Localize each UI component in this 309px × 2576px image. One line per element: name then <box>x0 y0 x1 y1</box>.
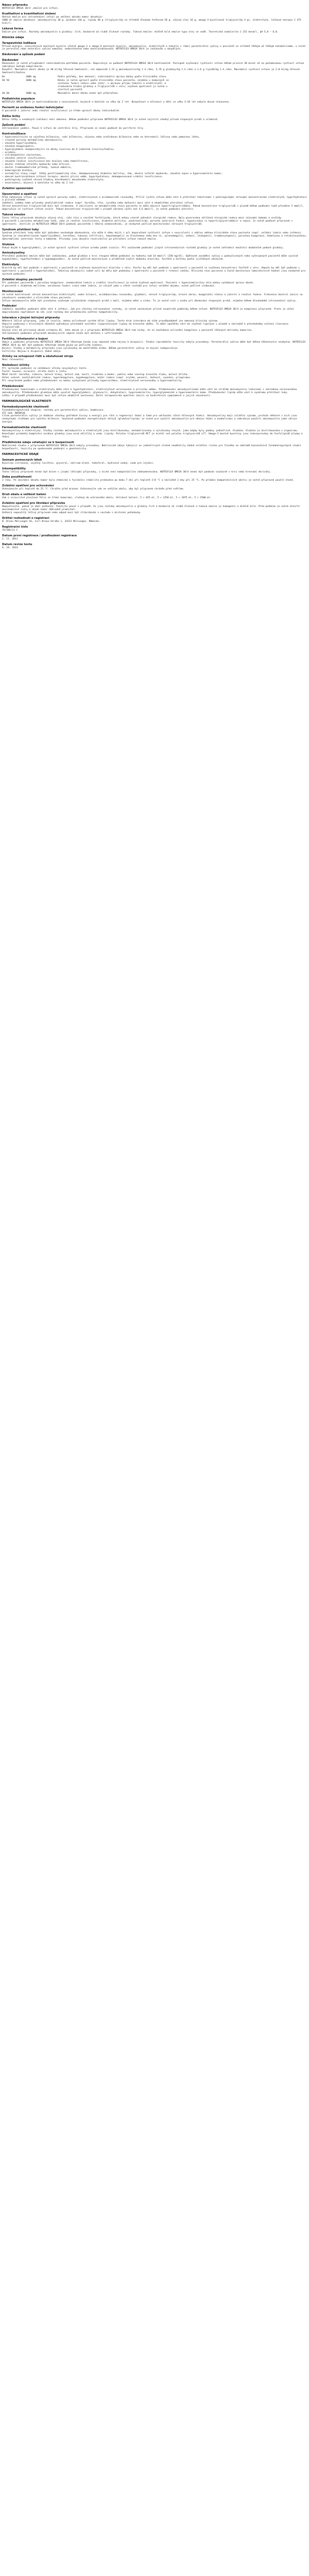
table-row <box>2 79 172 92</box>
paragraph: Při podávání pacientům s poruchou koagulace, onemocněním ledvin a srdeční insuficiencí je nutná zvýšená opatrnost. Pacienti s hyperosmolaritou séra mohou vyžadovat úpravu dávek. U pacientů s diabetem mellitem, narušenou funkcí srdce nebo ledvin, je stejně jako u všech roztoků pro infuzi velkého objemu, nutné pečlivé sledování. <box>2 281 254 287</box>
paragraph: Emulze pro infuzi. Roztoky aminokyselin a glukózy: čiré, bezbarvé až slabě žlutavé roztoky. Tuková emulze: mléčně bílá emulze typu olej ve vodě. Teoretická osmolarita 1 215 mosm/l, pH 5,0 – 6,0. <box>2 30 279 33</box>
section-heading: Název přípravku <box>2 4 28 7</box>
section-heading: Léková forma <box>2 27 24 30</box>
section-heading: Datum revize textu <box>2 543 32 546</box>
section-heading: Účinky na schopnost řídit a obsluhovat stroje <box>2 355 74 359</box>
section-heading: Registrační číslo <box>2 525 28 529</box>
section-heading: Farmakokinetické vlastnosti <box>2 426 46 430</box>
section-heading: Druh obalu a velikost balení <box>2 493 46 497</box>
section-heading: Klinické údaje <box>2 36 24 39</box>
section-heading: Glukóza <box>2 243 15 246</box>
paragraph: Některé léčivé přípravky, jako je inzulin, mohou ovlivňovat systém tělní lipázy. Tento druh interakce má však pravděpodobně jen omezený klinický význam. Heparin podávaný v klinických dávkách způsobuje přechodné uvolnění lipoproteinové lipázy do krevního oběhu. To může zpočátku vést ke zvýšené lipolýze v plazmě a následně k přechodnému snížení clearance triglyceridů. Sójový olej má přirozený obsah vitaminu K1. Jeho obsah je v přípravku NUTRIFLEX OMEGA 38/4 tak nízký, že se neočekává ovlivnění koagulace u pacientů léčených deriváty kumarinu. Intravenózní podávání přípravků obsahujících vápník nesmí být smíšeno s ceftriaxonem. <box>2 320 288 335</box>
section-heading: Tuková emulze <box>2 213 25 217</box>
section-heading: Seznam pomocných látek <box>2 458 42 462</box>
table-cell: Od 60 <box>2 92 9 95</box>
paragraph: 2 roky. Po smíchání obsahu komor byla chemická a fyzikální stabilita prokázána po dobu 7 dní při teplotě 2–8 °C a následně 2 dny při 25 °C. Po přidání kompatibilních aditiv je nutné přípravek použít ihned. <box>2 479 294 482</box>
paragraph: Dávkování je nutné přizpůsobit individuálním potřebám pacienta. Doporučuje se podávat NUTRIFLEX OMEGA 38/4 kontinuálně. Postupné zvyšování rychlosti infuze během prvních 30 minut až na požadovanou rychlost infuze zabraňuje možným komplikacím. Dospělí: Maximální denní dávka je 40 ml/kg tělesné hmotnosti, což odpovídá 1,52 g aminokyselin/kg t.h./den, 5,76 g glukózy/kg t.h./den a 1,6 g lipidů/kg t.h./den. Maximální rychlost infuze je 2,0 ml/kg tělesné hmotnosti/hodinu. <box>2 62 304 75</box>
paragraph: Kyselina citronová, vaječný lecithin, glycerol, natrium-oleát, tokoferol, hydroxid sodný, voda pro injekci. <box>2 462 154 465</box>
section-heading: Držitel rozhodnutí o registraci <box>2 516 49 520</box>
paragraph: Jakékoli zpoždění podávání může vést k infekci. Jak pro všechny intravenózní roztoky, je nutné zachovávat přísné aseptické podmínky během infuze. NUTRIFLEX OMEGA 38/4 je komplexní přípravek. Proto je velmi doporučováno nepřidávat do něj jiné roztoky bez předchozího ověření kompatibility. <box>2 308 296 314</box>
paragraph: Předávkování tekutinami a elektrolyty může vést k hyperhydrataci, elektrolytové nerovnováze a plicnímu edému. Předávkování aminokyselinami může vést ke ztrátám aminokyselin ledvinami s následnou nerovnováhou aminokyselin. Předávkování glukózou může vyvolat hyperglykémii, glykosurii, dehydrataci, hyperosmolaritu, hyperglykemické a hyperosmolární koma. Předávkování lipidy může vést k syndromu přetížení tuky. Léčba: V případě předávkování musí být infuze okamžitě zastavena. Další terapeutická opatření závisí na konkrétních symptomech a jejich závažnosti. <box>2 388 297 397</box>
section-heading: Nežádoucí účinky <box>2 364 30 367</box>
table-cell: Podle potřeby, bez omezení; individuální úprava dávky podle klinického stavu. <box>58 75 167 78</box>
paragraph: Je nutné kontrolovat sérové koncentrace elektrolytů, vodní bilanci, acidobazickou rovnováhu, glykémii, sérové triglyceridy, krevní obraz, koagulační status a jaterní a renální funkce. Frekvence kontrol závisí na závažnosti onemocnění a klinickém stavu pacienta. Infuze aminokyselin může být provázena zvýšeným vylučováním stopových prvků v moči, zejména mědi a zinku. To je nutné vzít v úvahu při dávkování stopových prvků, zejména během dlouhodobé intravenózní výživy. <box>2 293 303 302</box>
table-row <box>2 92 172 96</box>
paragraph: Nepoužívejte, pokud je obal poškozen. Použijte pouze v případě, že jsou roztoky aminokyselin a glukózy čiré a bezbarvé až slabě žlutavé a tuková emulze je homogenní a mléčně bílá. Před podáním je nutné otevřít mezikomorové sváry a obsah komor důkladně promíchat. Veškerý nepoužitý léčivý přípravek nebo odpad musí být zlikvidován v souladu s místními požadavky. <box>2 505 300 514</box>
section-heading: Předklinické údaje vztahující se k bezpečnosti <box>2 440 74 444</box>
table-cell: 1000 mg <box>26 75 36 78</box>
document-body <box>2 97 307 549</box>
section-heading: Doba použitelnosti <box>2 476 32 479</box>
section-heading: Aminokyseliny <box>2 251 25 255</box>
section-heading: Dávkování a způsob podání <box>2 53 45 57</box>
section-heading: Datum první registrace / prodloužení registrace <box>2 534 77 537</box>
paragraph: Intravenózní podání. Pouze k infuzi do centrální žíly. Přípravek se nesmí podávat do periferní žíly. <box>2 127 145 130</box>
section-heading: Zvláštní skupiny pacientů <box>2 278 43 281</box>
paragraph: 76/586/11-C <box>2 529 18 532</box>
paragraph: NUTRIFLEX OMEGA 38/4 ,emulze pro infuzi. <box>2 7 59 10</box>
table-cell: 1000 mg <box>26 79 36 82</box>
section-heading: Zvláštní opatření pro uchovávání <box>2 484 54 488</box>
section-heading: Kvalitativní a kvantitativní složení <box>2 12 56 15</box>
document <box>2 2 307 550</box>
table-cell: 1000 mg <box>26 92 36 95</box>
paragraph: Uchovávejte při teplotě do 25 °C. Chraňte před mrazem. Uchovávejte vak ve vnějším obalu, aby byl přípravek chráněn před světlem. <box>2 488 185 491</box>
table-cell: Maximální denní dávka nesmí být překročena. <box>58 92 119 95</box>
paragraph: NUTRIFLEX OMEGA 38/4 je kontraindikován u novorozenců, kojenců a batolat ve věku do 2 let. Bezpečnost a účinnost u dětí ve věku 2–18 let nebyla dosud stanovena. <box>2 101 230 104</box>
paragraph: U pacientů s jaterní nebo renální insuficiencí je třeba upravit dávky individuálně. <box>2 110 121 113</box>
section-heading: Zvláštní opatření pro likvidaci přípravku <box>2 502 65 505</box>
paragraph: – hypersenzitivita na vaječnou bílkovinu, rybí bílkovinu, sójovou nebo arašídovou bílkovinu nebo na kteroukoli léčivou nebo pomocnou látku, – vrozené poruchy metabolismu aminokyselin, – závažná hyperlipidémie, – závažná koagulopatie, – hyperglykémie neodpovídající na dávky inzulinu do 6 jednotek inzulinu/hodinu, – acidóza, – intrahepatální cholestáza, – závažná jaterní insuficience, – závažná renální insuficience bez dialýzy nebo hemofiltrace, – akutní stádium infarktu myokardu nebo mrtvice, – akutní tromboembolické příhody, tuková embolie, – hemoragická diatéza, – nestabilní stavy (např. těžký posttraumatický stav, dekompenzovaný diabetes mellitus, šok, akutní infarkt myokardu, závažná sepse a hyperosmolární koma), – obecné kontraindikace infuzní terapie: akutní plicní edém, hyperhydratace, dekompenzovaná srdeční insuficience, – patologicky zvýšené sérové hladiny kteréhokoli obsaženého elektrolytu, – novorozenci, kojenci a batolata ve věku do 2 let. <box>2 136 223 184</box>
paragraph: Délka léčby u uvedených indikací není omezena. Během podávání přípravku NUTRIFLEX OMEGA 38/4 je nutné zajistit vhodný přívod stopových prvků a vitaminů. <box>2 118 219 122</box>
section-heading: FARMAKOLOGICKÉ VLASTNOSTI <box>2 399 52 403</box>
paragraph: Přerušení podávání emulze může být indikováno, pokud glukóza v krvi stoupne během podávání na hodnoty nad 14 mmol/l (250 mg/dl). Opětovné zavádění výživy u podvyživených nebo vyčerpaných pacientů může vyvolat hypokalémii, hypofosfatémii a hypomagnezémii. Je nutné pečlivě monitorovat a přiměřeně zvýšit dodávku draslíku, fosfátů a hořčíku podle zjištěných odchylek. <box>2 255 300 261</box>
section-heading: Zvláštní upozornění <box>2 187 33 190</box>
section-heading: Způsob podání <box>2 124 25 127</box>
paragraph: Syndrom přetížení tuky může být způsoben nevhodným dávkováním, ale může k němu dojít i při doporučené rychlosti infuze v souvislosti s náhlou změnou klinického stavu pacienta (např. selhání ledvin nebo infekce). Syndrom je charakterizován hyperlipidémií, horečkou, tukovou infiltrací, hepatomegalií se žloutenkou nebo bez ní, splenomegalií, anémií, leukopenií, trombocytopenií, poruchou koagulace, hemolýzou a retikulocytózou, abnormálními jaterními testy a kómatem. Příznaky jsou obvykle reverzibilní po přerušení infuze tukové emulze. <box>2 231 308 241</box>
table-cell: Do <box>2 75 5 78</box>
paragraph: Před zahájením infuze je nutné upravit poruchy vodní, elektrolytové a acidobazické rovnováhy. Příliš rychlá infuze může vést k přetížení tekutinami s patologickými sérovými koncentracemi elektrolytů, hyperhydratací a plicním edémem. Jakékoli známky nebo příznaky anafylaktické reakce (např. horečka, třes, vyrážka nebo dušnost) musí vést k okamžitému přerušení infuze. Sérová koncentrace triglyceridů musí být sledována. V závislosti na metabolickém stavu pacienta se může objevit hypertriglyceridémie. Pokud koncentrace triglyceridů v plazmě během podávání tuků přesáhne 3 mmol/l, doporučuje se rychlost infuze snížit. Pokud koncentrace triglyceridů v plazmě zůstane vyšší než 4,6 mmol/l, je nutné podávání přerušit. <box>2 196 307 211</box>
document-header <box>2 4 307 75</box>
paragraph: Pokud dojde k hyperglykémii, je nutné upravit rychlost infuze a/nebo podat inzulin. Při současném podávání jiných intravenózních roztoků glukózy je nutné zohlednit množství dodatečně podané glukózy. <box>2 246 284 249</box>
section-heading: Monitorování <box>2 290 23 293</box>
section-heading: Elektrolyty <box>2 263 20 267</box>
paragraph: Vak z vícevrstvé plastové fólie se třemi komorami, vložený do ochranného obalu. Velikost balení: 5 × 625 ml, 5 × 1250 ml, 5 × 1875 ml, 5 × 2500 ml. <box>2 497 212 500</box>
paragraph: B. Braun Melsungen AG, Carl-Braun-Straße 1, 34212 Melsungen, Německo. <box>2 520 100 523</box>
section-heading: FARMACEUTICKÉ ÚDAJE <box>2 452 39 456</box>
section-heading: Předávkování <box>2 384 24 388</box>
paragraph: Údaje o podávání přípravku NUTRIFLEX OMEGA 38/4 těhotným ženám jsou omezené nebo nejsou k dispozici. Studie reprodukční toxicity nebyly provedeny. Parenterální výživa může být během těhotenství nezbytná. NUTRIFLEX OMEGA 38/4 by měl být podáván těhotným ženám pouze po pečlivém zvážení. Kojení: Složky a metabolity přípravku jsou vylučovány do mateřského mléka. Během parenterální výživy se kojení nedoporučuje. Fertilita: Nejsou k dispozici žádné údaje. <box>2 341 306 353</box>
section-heading: Terapeutické indikace <box>2 41 37 45</box>
section-heading: Kontraindikace <box>2 132 26 136</box>
section-heading: Inkompatibility <box>2 467 26 470</box>
section-heading: Upozornění a opatření <box>2 192 37 196</box>
table-cell: Od 50 <box>2 79 9 82</box>
section-heading: Pediatrická populace <box>2 97 35 101</box>
dosage-table <box>2 76 172 95</box>
paragraph: 2. 11. 2011 <box>2 537 18 540</box>
section-heading: Fertilita, těhotenství a kojení <box>2 337 48 341</box>
section-heading: Délka léčby <box>2 115 21 118</box>
paragraph: Farmakoterapeutická skupina: roztoky pro parenterální výživu, kombinace. ATC kód: B05BA10. Cílem parenterální výživy je dodávat všechny potřebné živiny a energii pro růst a regeneraci tkání a také pro udržování všech tělesných funkcí. Aminokyseliny mají zvláštní význam, protože některé z nich jsou nezbytnými složkami pro syntézu bílkovin. Současné podávání energetických zdrojů (glukóza/lipidy) je nutné pro využití aminokyselin pro obnovu tkání a anabolismus a zabraňuje použití aminokyselin jako zdroje energie. <box>2 409 297 424</box>
paragraph: Při správném podávání se nežádoucí účinky nevyskytují často. Časté: nauzea, zvracení, ztráta chuti k jídlu. Méně časté: horečka, zimnice, bolest hlavy, bolest zad, kostí, hrudníku a beder, pokles nebo vzestup krevního tlaku, bolest břicha. Velmi vzácné: anafylaktické reakce, hyperkoagulace, hypokoagulace, kožní reakce (např. erytém, pocení), dušnost, cyanóza, priapismus. Při nesprávném podání nebo předávkování se mohou vyskytnout příznaky hypervolémie, elektrolytové nerovnováhy a hyperosmolarity. <box>2 367 192 382</box>
paragraph: Neklinické studie s přípravkem NUTRIFLEX OMEGA 38/4 nebyly provedeny. Neklinické údaje týkající se jednotlivých složek neodhalily žádné zvláštní riziko pro člověka na základě konvenčních farmakologických studií bezpečnosti, toxicity po opakovaném podávání a genotoxicity. <box>2 444 303 450</box>
table-row <box>2 76 172 79</box>
section-heading: Syndrom přetížení tuky <box>2 228 39 231</box>
section-heading: Pacienti se sníženou funkcí ledvin/jater <box>2 106 64 110</box>
section-heading: Podávání <box>2 304 16 308</box>
paragraph: Hotová emulze pro intravenózní infuzi po smíšení obsahu komor obsahuje: 1000 ml emulze obsahuje: aminokyseliny 38 g, glukózu 144 g, lipidy 40 g (triglyceridy se středně dlouhým řetězcem 20 g, sójový olej 16 g, omega-3-kyselinové triglyceridy 4 g), elektrolyty. Celková energie 1 475 kcal/l. <box>2 15 301 25</box>
paragraph: 8. 10. 2014 <box>2 546 18 549</box>
table-cell: Dávku je nutno upravit podle klinického stavu pacienta, zejména u nemocných se sníženou funkcí ledvin nebo jater, s úpravou příjmu tekutin a elektrolytů, a sledováním hladin glukózy a triglyceridů v séru; zvýšená opatrnost je nutná u starších pacientů. <box>58 79 169 91</box>
paragraph: Přívod energie, esenciálních mastných kyselin včetně omega-3 a omega-6 mastných kyselin, aminokyselin, elektrolytů a tekutin v rámci parenterální výživy u pacientů se středně těžkým až těžkým katabolismem, u nichž je perorální nebo enterální výživa nemožná, nedostatečná nebo kontraindikovaná. NUTRIFLEX OMEGA 38/4 je indikován u dospělých. <box>2 45 307 51</box>
section-heading: Interakce s jinými léčivými přípravky <box>2 316 60 320</box>
paragraph: Tento léčivý přípravek obsahuje sójový olej, rybí olej a vaječné fosfolipidy, které mohou vzácně způsobit alergické reakce. Byla pozorována zkřížená alergická reakce mezi sójovými bobami a arašídy. U pacientů s poruchou metabolismu tuků, jako je renální insuficience, diabetes mellitus, pankreatitida, porucha jaterních funkcí, hypotyreóza (s hypertriglyceridémií) a sepse, je nutné podávat přípravek s opatrností. Jestliže je NUTRIFLEX OMEGA 38/4 podáván pacientům s těmito onemocněními, je nezbytné pečlivé monitorování sérových triglyceridů. <box>2 217 293 226</box>
paragraph: Tento léčivý přípravek nesmí být mísen s jinými léčivými přípravky, u nichž není kompatibilita zdokumentována. NUTRIFLEX OMEGA 38/4 nesmí být podáván současně s krví nebo krevními deriváty. <box>2 470 271 473</box>
paragraph: Draslík by měl být podáván s opatrností u pacientů se zvýšenou koncentrací draslíku v séru. Fosfor by měl být podáván s opatrností u pacientů se zvýšenou koncentrací fosfátů v séru. Vápník by měl být podáván s opatrností u pacientů s hyperkalcémií. Tekutiny obsahující sodné soli by měly být podávány s opatrností u pacientů s retencí sodíku. Klinický stav pacienta a častá monitorace laboratorních hodnot jsou nezbytné pro správné podávání. <box>2 267 307 276</box>
paragraph: Není relevantní. <box>2 359 25 362</box>
paragraph: Aminokyseliny a elektrolyty: Složky roztoku aminokyselin a elektrolytů jsou distribuovány, metabolizovány a vylučovány stejně, jako kdyby byly podány jednotlivě. Glukóza: Glukóza je distribuována v organismu. Konečnými produkty kompletní oxidace glukózy jsou oxid uhličitý a voda. Lipidy: Poločas triglyceridů MCT je kratší než poločas triglyceridů LCT. Omega-3 mastné kyseliny jsou inkorporovány do fosfolipidů plazmy a tkání. <box>2 430 304 438</box>
section-heading: Dávkování <box>2 59 19 62</box>
section-heading: Farmakodynamické vlastnosti <box>2 405 49 409</box>
